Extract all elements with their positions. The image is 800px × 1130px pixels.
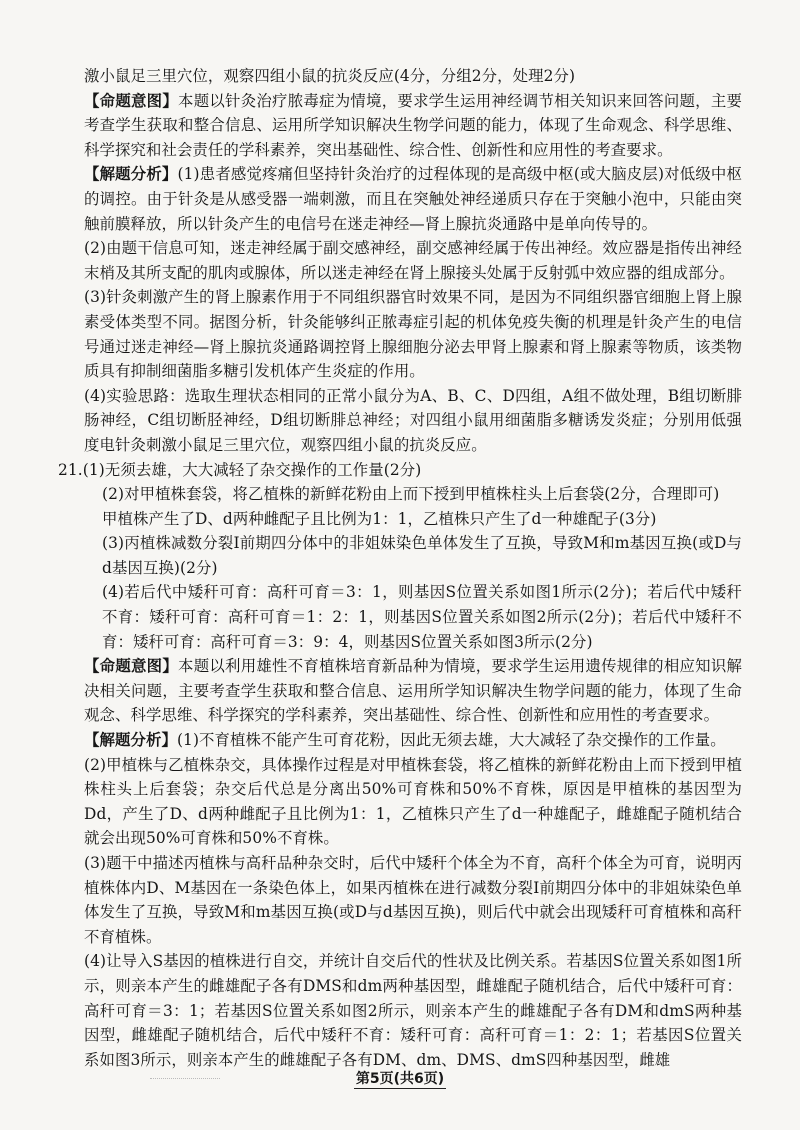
page-number: 第5页(共6页) (355, 1071, 445, 1087)
q21-answer-3: (3)丙植株减数分裂Ⅰ前期四分体中的非姐妹染色单体发生了互换，导致M和m基因互换(或D与d基因互换)(2分) (102, 534, 742, 577)
paragraph-text: 本题以利用雄性不育植株培育新品种为情境，要求学生运用遗传规律的相应知识解决相关问题，主要考查学生获取和整合信息、运用所学知识解决生物学问题的能力，体现了生命观念、科学思维、科学探究的学科素养，突出基础性、综合性、创新性和应用性的考查要求。 (84, 657, 742, 725)
q21-answer-4: (4)若后代中矮秆可育：高秆可育＝3：1，则基因S位置关系如图1所示(2分)；若后代中矮秆不育：矮秆可育：高秆可育＝1：2：1，则基因S位置关系如图2所示(2分)；若后代中矮秆不育：矮秆可育：高秆可育＝3：9：4，则基因S位置关系如图3所示(2分) (102, 583, 742, 651)
analysis-item-3: (3)针灸刺激产生的肾上腺素作用于不同组织器官时效果不同，是因为不同组织器官细胞上肾上腺素受体类型不同。据图分析，针灸能够纠正脓毒症引起的机体免疫失衡的机理是针灸产生的电信号通过迷走神经—肾上腺抗炎通路调控肾上腺细胞分泌去甲肾上腺素和肾上腺素等物质，该类物质具有抑制细菌脂多糖引发机体产生炎症的作用。 (84, 288, 742, 381)
q21-answer-1 (58, 458, 742, 483)
question-21-answers (58, 458, 742, 655)
section-tag: 【解题分析】 (84, 731, 177, 750)
question-number: 21. (58, 460, 83, 479)
analysis-item-4: (4)实验思路：选取生理状态相同的正常小鼠分为A、B、C、D四组，A组不做处理，B组切断腓肠神经，C组切断胫神经，D组切断腓总神经；对四组小鼠用细菌脂多糖诱发炎症；分别用低强度电针灸刺激小鼠足三里穴位，观察四组小鼠的抗炎反应。 (84, 386, 742, 454)
paragraph-text: (1)患者感觉疼痛但坚持针灸治疗的过程体现的是高级中枢(或大脑皮层)对低级中枢的调控。由于针灸是从感受器一端刺激，而且在突触处神经递质只存在于突触小泡中，只能由突触前膜释放，所以针灸产生的电信号在迷走神经—肾上腺抗炎通路中是单向传导的。 (84, 165, 742, 233)
analysis-paragraph (84, 728, 742, 753)
analysis-paragraph (84, 162, 742, 236)
paragraph-text: (1)不育植株不能产生可育花粉，因此无须去雄，大大减轻了杂交操作的工作量。 (176, 731, 726, 750)
analysis-item-2: (2)由题干信息可知，迷走神经属于副交感神经，副交感神经属于传出神经。效应器是指传出神经末梢及其所支配的肌肉或腺体，所以迷走神经在肾上腺接头处属于反射弧中效应器的组成部分。 (84, 239, 742, 282)
section-tag: 【解题分析】 (84, 165, 178, 184)
intent-paragraph (84, 89, 742, 163)
section-tag: 【命题意图】 (84, 91, 179, 110)
text-line: 激小鼠足三里穴位，观察四组小鼠的抗炎反应(4分，分组2分，处理2分) (84, 67, 576, 85)
section-tag: 【命题意图】 (84, 657, 179, 676)
intent-paragraph (84, 654, 742, 728)
analysis-item-2: (2)甲植株与乙植株杂交，具体操作过程是对甲植株套袋，将乙植株的新鲜花粉由上而下授到甲植株柱头上后套袋；杂交后代总是分离出50%可育株和50%不育株，原因是甲植株的基因型为Dd，产生了D、d两种雌配子且比例为1：1，乙植株只产生了d一种雄配子，雌雄配子随机结合就会出现50%可育株和50%不育株。 (84, 755, 742, 848)
page-footer (0, 1068, 800, 1088)
q21-answer-2a: (2)对甲植株套袋，将乙植株的新鲜花粉由上而下授到甲植株柱头上后套袋(2分，合理即可) (102, 485, 720, 504)
q21-answer-2b: 甲植株产生了D、d两种雌配子且比例为1：1，乙植株只产生了d一种雄配子(3分) (102, 509, 657, 528)
paragraph-text: 本题以针灸治疗脓毒症为情境，要求学生运用神经调节相关知识来回答问题，主要考查学生获取和整合信息、运用所学知识解决生物学问题的能力，体现了生命观念、科学思维、科学探究和社会责任的学科素养，突出基础性、综合性、创新性和应用性的考查要求。 (84, 91, 742, 159)
analysis-item-3: (3)题干中描述丙植株与高秆品种杂交时，后代中矮秆个体全为不育，高秆个体全为可育，说明丙植株体内D、M基因在一条染色体上，如果丙植株在进行减数分裂Ⅰ前期四分体中的非姐妹染色单体发生了互换，导致M和m基因互换(或D与d基因互换)，则后代中就会出现矮秆可育植株和高秆不育植株。 (84, 854, 742, 946)
analysis-item-4: (4)让导入S基因的植株进行自交，并统计自交后代的性状及比例关系。若基因S位置关系如图1所示，则亲本产生的雌雄配子各有DMS和dm两种基因型，雌雄配子随机结合，后代中矮秆可育：高秆可育＝3：1；若基因S位置关系如图2所示，则亲本产生的雌雄配子各有DM和dmS两种基因型，雌雄配子随机结合，后代中矮秆不育：矮秆可育：高秆可育＝1：2：1；若基因S位置关系如图3所示，则亲本产生的雌雄配子各有DM、dm、DMS、dmS四种基因型，雌雄 (84, 952, 742, 1069)
answer-text: (1)无须去雄，大大减轻了杂交操作的工作量(2分) (82, 460, 422, 479)
